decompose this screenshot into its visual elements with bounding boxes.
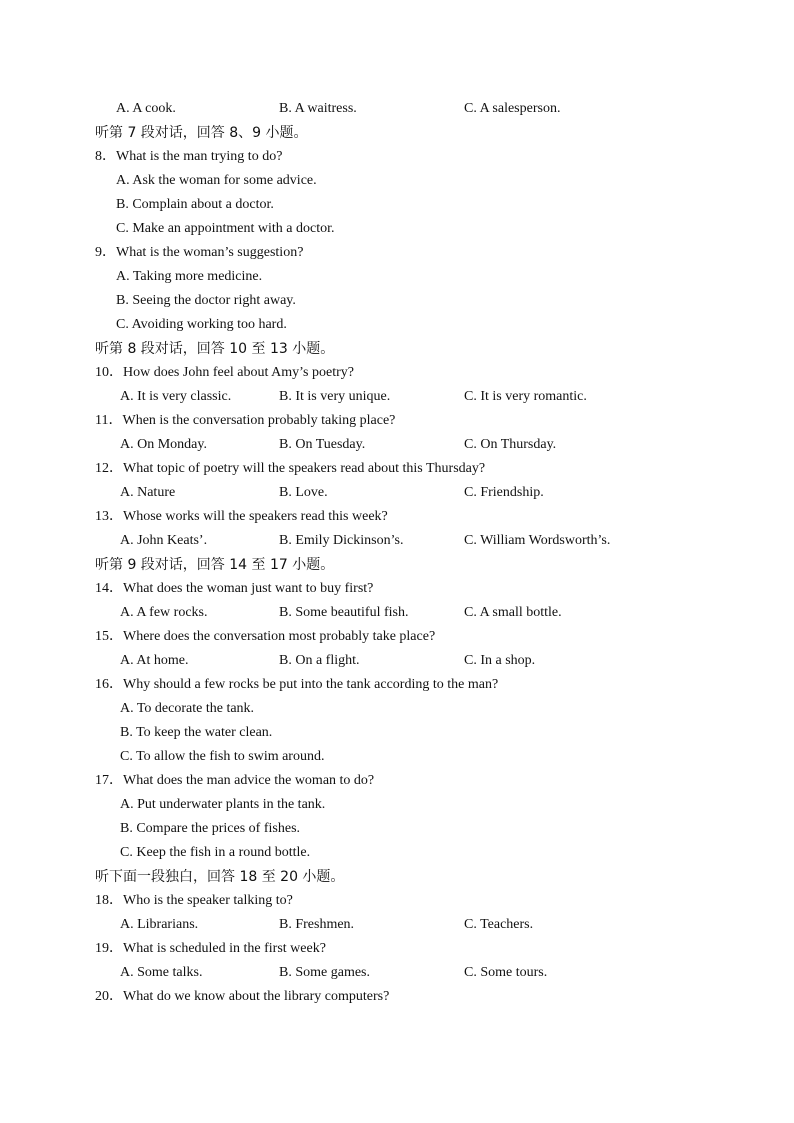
option-row (0, 385, 794, 409)
option-row (0, 649, 794, 673)
question-text: 10．How does John feel about Amy’s poetry? (95, 365, 354, 380)
question (0, 505, 794, 529)
question (0, 625, 794, 649)
option-line (0, 289, 794, 313)
option-line (0, 721, 794, 745)
option-line (0, 745, 794, 769)
option-a: A. Some talks. (120, 965, 203, 980)
section-heading-text: 听第 7 段对话，回答 8、9 小题。 (95, 125, 308, 141)
option-a: A. It is very classic. (120, 389, 232, 404)
option-b: B. A waitress. (279, 101, 357, 116)
section-heading-text: 听下面一段独白，回答 18 至 20 小题。 (95, 869, 345, 885)
option-line (0, 169, 794, 193)
question-text: 18．Who is the speaker talking to? (95, 893, 293, 908)
option-a: A. A few rocks. (120, 605, 208, 620)
option-line (0, 313, 794, 337)
question (0, 937, 794, 961)
option-text: B. Seeing the doctor right away. (116, 293, 296, 308)
section-heading (0, 865, 794, 889)
option-c: C. In a shop. (464, 653, 536, 668)
option-text: C. Keep the fish in a round bottle. (120, 845, 311, 860)
question-text: 11．When is the conversation probably taking place? (95, 413, 396, 428)
question (0, 769, 794, 793)
section-heading-text: 听第 8 段对话，回答 10 至 13 小题。 (95, 341, 335, 357)
option-line (0, 193, 794, 217)
option-row (0, 529, 794, 553)
question (0, 673, 794, 697)
question (0, 457, 794, 481)
question-text: 12．What topic of poetry will the speakers read about this Thursday? (95, 461, 486, 476)
option-line (0, 265, 794, 289)
option-c: C. Teachers. (464, 917, 534, 932)
option-line (0, 817, 794, 841)
option-c: C. A salesperson. (464, 101, 561, 116)
question-text: 9．What is the woman’s suggestion? (95, 245, 304, 260)
question-text: 15．Where does the conversation most probably take place? (95, 629, 436, 644)
option-b: B. On a flight. (279, 653, 360, 668)
option-b: B. Emily Dickinson’s. (279, 533, 404, 548)
question (0, 985, 794, 1009)
section-heading (0, 553, 794, 577)
option-line (0, 697, 794, 721)
question (0, 241, 794, 265)
option-row (0, 601, 794, 625)
option-a: A. John Keats’. (120, 533, 208, 548)
option-c: C. A small bottle. (464, 605, 562, 620)
option-b: B. Some beautiful fish. (279, 605, 409, 620)
question (0, 889, 794, 913)
option-a: A. At home. (120, 653, 189, 668)
option-line (0, 841, 794, 865)
option-line (0, 793, 794, 817)
option-text: A. Ask the woman for some advice. (116, 173, 317, 188)
question-text: 16．Why should a few rocks be put into the tank according to the man? (95, 677, 499, 692)
option-text: C. To allow the fish to swim around. (120, 749, 325, 764)
option-a: A. Nature (120, 485, 176, 500)
option-text: A. To decorate the tank. (120, 701, 255, 716)
option-text: B. Compare the prices of fishes. (120, 821, 301, 836)
option-row (0, 433, 794, 457)
option-b: B. On Tuesday. (279, 437, 366, 452)
question-text: 19．What is scheduled in the first week? (95, 941, 326, 956)
question-text: 13．Whose works will the speakers read this week? (95, 509, 388, 524)
option-c: C. It is very romantic. (464, 389, 587, 404)
question (0, 145, 794, 169)
question (0, 409, 794, 433)
option-text: A. Put underwater plants in the tank. (120, 797, 326, 812)
option-text: C. Make an appointment with a doctor. (116, 221, 335, 236)
option-b: B. Love. (279, 485, 328, 500)
option-a: A. A cook. (116, 101, 176, 116)
option-b: B. Freshmen. (279, 917, 355, 932)
option-c: C. On Thursday. (464, 437, 557, 452)
option-row (0, 961, 794, 985)
option-b: B. It is very unique. (279, 389, 391, 404)
option-row (0, 481, 794, 505)
option-b: B. Some games. (279, 965, 370, 980)
option-c: C. Some tours. (464, 965, 548, 980)
option-c: C. William Wordsworth’s. (464, 533, 611, 548)
option-text: C. Avoiding working too hard. (116, 317, 287, 332)
question (0, 577, 794, 601)
option-text: B. Complain about a doctor. (116, 197, 274, 212)
question-text: 14．What does the woman just want to buy first? (95, 581, 374, 596)
option-text: A. Taking more medicine. (116, 269, 263, 284)
option-a: A. On Monday. (120, 437, 207, 452)
section-heading (0, 337, 794, 361)
option-row (0, 913, 794, 937)
option-line (0, 217, 794, 241)
section-heading-text: 听第 9 段对话，回答 14 至 17 小题。 (95, 557, 335, 573)
section-heading (0, 121, 794, 145)
question-text: 8．What is the man trying to do? (95, 149, 283, 164)
option-row (0, 97, 794, 121)
question-text: 20．What do we know about the library computers? (95, 989, 390, 1004)
question-text: 17．What does the man advice the woman to do? (95, 773, 375, 788)
option-text: B. To keep the water clean. (120, 725, 273, 740)
option-c: C. Friendship. (464, 485, 544, 500)
option-a: A. Librarians. (120, 917, 199, 932)
question (0, 361, 794, 385)
